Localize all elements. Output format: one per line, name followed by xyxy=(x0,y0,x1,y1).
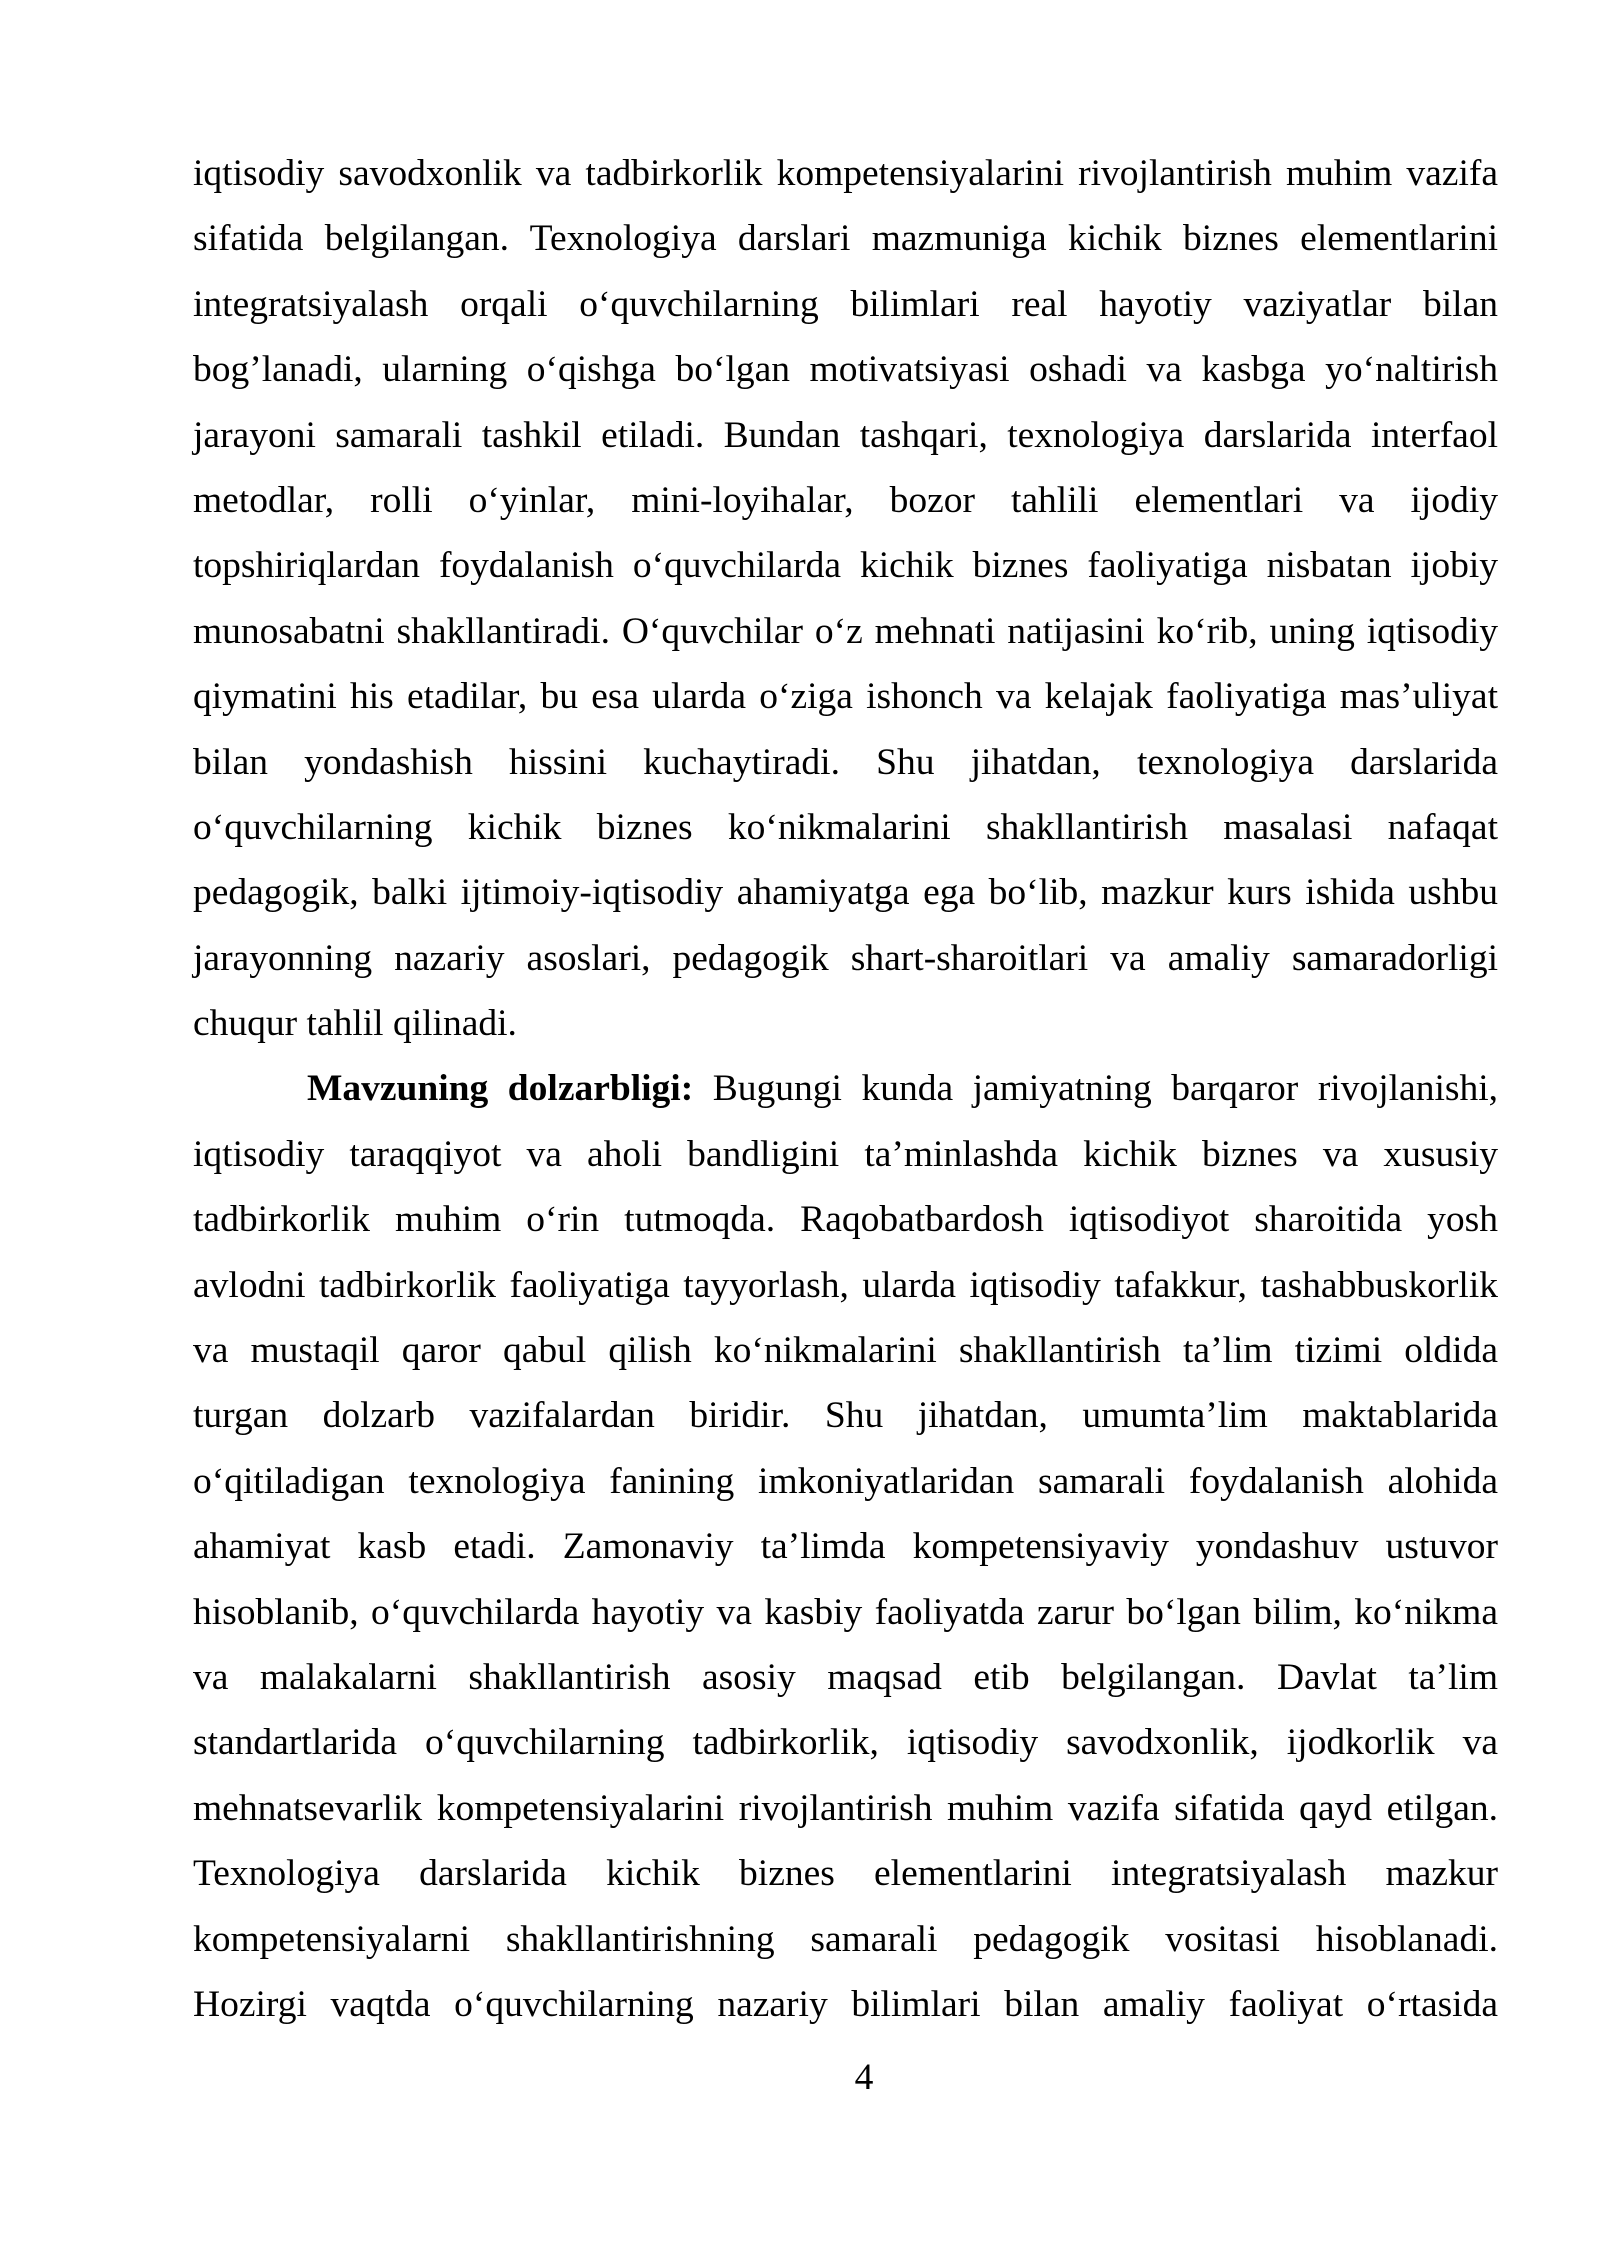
page-number: 4 xyxy=(854,2057,874,2098)
text-line: turgan dolzarb vazifalardan biridir. Shu jihatdan, umumta’lim maktablarida xyxy=(193,1395,1498,1437)
text-line: iqtisodiy taraqqiyot va aholi bandligini ta’minlashda kichik biznes va xususiy xyxy=(193,1133,1498,1175)
page-body xyxy=(193,141,1498,2037)
text-line: sifatida belgilangan. Texnologiya darslari mazmuniga kichik biznes elementlarini xyxy=(193,218,1498,260)
text-line: va mustaqil qaror qabul qilish ko‘nikmalarini shakllantirish ta’lim tizimi oldida xyxy=(193,1330,1498,1372)
text-line: ahamiyat kasb etadi. Zamonaviy ta’limda kompetensiyaviy yondashuv ustuvor xyxy=(193,1526,1498,1568)
text-line: iqtisodiy savodxonlik va tadbirkorlik kompetensiyalarini rivojlantirish muhim vazifa xyxy=(193,153,1498,194)
text-line: o‘qitiladigan texnologiya fanining imkoniyatlaridan samarali foydalanish alohida xyxy=(193,1460,1498,1502)
text-line: Texnologiya darslarida kichik biznes elementlarini integratsiyalash mazkur xyxy=(193,1853,1498,1895)
section-heading-inline: Mavzuning dolzarbligi: xyxy=(307,1068,694,1110)
text-line: Hozirgi vaqtda o‘quvchilarning nazariy bilimlari bilan amaliy faoliyat o‘rtasida xyxy=(193,1983,1498,2025)
text-line-content: Bugungi kunda jamiyatning barqaror rivojlanishi, xyxy=(712,1068,1499,1110)
text-line: kompetensiyalarni shakllantirishning samarali pedagogik vositasi hisoblanadi. xyxy=(193,1918,1498,1960)
text-line: standartlarida o‘quvchilarning tadbirkorlik, iqtisodiy savodxonlik, ijodkorlik va xyxy=(193,1722,1498,1764)
text-line: va malakalarni shakllantirish asosiy maqsad etib belgilangan. Davlat ta’lim xyxy=(193,1656,1498,1698)
text-line: metodlar, rolli o‘yinlar, mini-loyihalar, bozor tahlili elementlari va ijodiy xyxy=(193,479,1498,521)
text-line: mehnatsevarlik kompetensiyalarini rivojlantirish muhim vazifa sifatida qayd etilgan. xyxy=(193,1787,1498,1829)
text-line: chuqur tahlil qilinadi. xyxy=(193,1003,517,1045)
text-line xyxy=(193,1056,1498,1121)
text-line: avlodni tadbirkorlik faoliyatiga tayyorlash, ularda iqtisodiy tafakkur, tashabbuskorlik xyxy=(193,1264,1498,1306)
text-line: munosabatni shakllantiradi. O‘quvchilar o‘z mehnati natijasini ko‘rib, uning iqtisodiy xyxy=(193,610,1498,652)
text-line: integratsiyalash orqali o‘quvchilarning bilimlari real hayotiy vaziyatlar bilan xyxy=(193,283,1498,325)
text-line: hisoblanib, o‘quvchilarda hayotiy va kasbiy faoliyatda zarur bo‘lgan bilim, ko‘nikma xyxy=(193,1591,1498,1633)
text-line: jarayoni samarali tashkil etiladi. Bundan tashqari, texnologiya darslarida interfaol xyxy=(193,414,1498,456)
text-line: tadbirkorlik muhim o‘rin tutmoqda. Raqobatbardosh iqtisodiyot sharoitida yosh xyxy=(193,1199,1498,1241)
text-line: pedagogik, balki ijtimoiy-iqtisodiy ahamiyatga ega bo‘lib, mazkur kurs ishida ushbu xyxy=(193,872,1498,914)
text-line: jarayonning nazariy asoslari, pedagogik shart-sharoitlari va amaliy samaradorligi xyxy=(193,937,1498,979)
text-line: bog’lanadi, ularning o‘qishga bo‘lgan motivatsiyasi oshadi va kasbga yo‘naltirish xyxy=(193,349,1498,391)
text-line: bilan yondashish hissini kuchaytiradi. Shu jihatdan, texnologiya darslarida xyxy=(193,741,1498,783)
paragraph-relevance xyxy=(193,1056,1498,2037)
text-line: o‘quvchilarning kichik biznes ko‘nikmalarini shakllantirish masalasi nafaqat xyxy=(193,806,1498,848)
paragraph xyxy=(193,141,1498,1056)
text-line: qiymatini his etadilar, bu esa ularda o‘ziga ishonch va kelajak faoliyatiga mas’uliyat xyxy=(193,676,1498,718)
text-line: topshiriqlardan foydalanish o‘quvchilarda kichik biznes faoliyatiga nisbatan ijobiy xyxy=(193,545,1498,587)
